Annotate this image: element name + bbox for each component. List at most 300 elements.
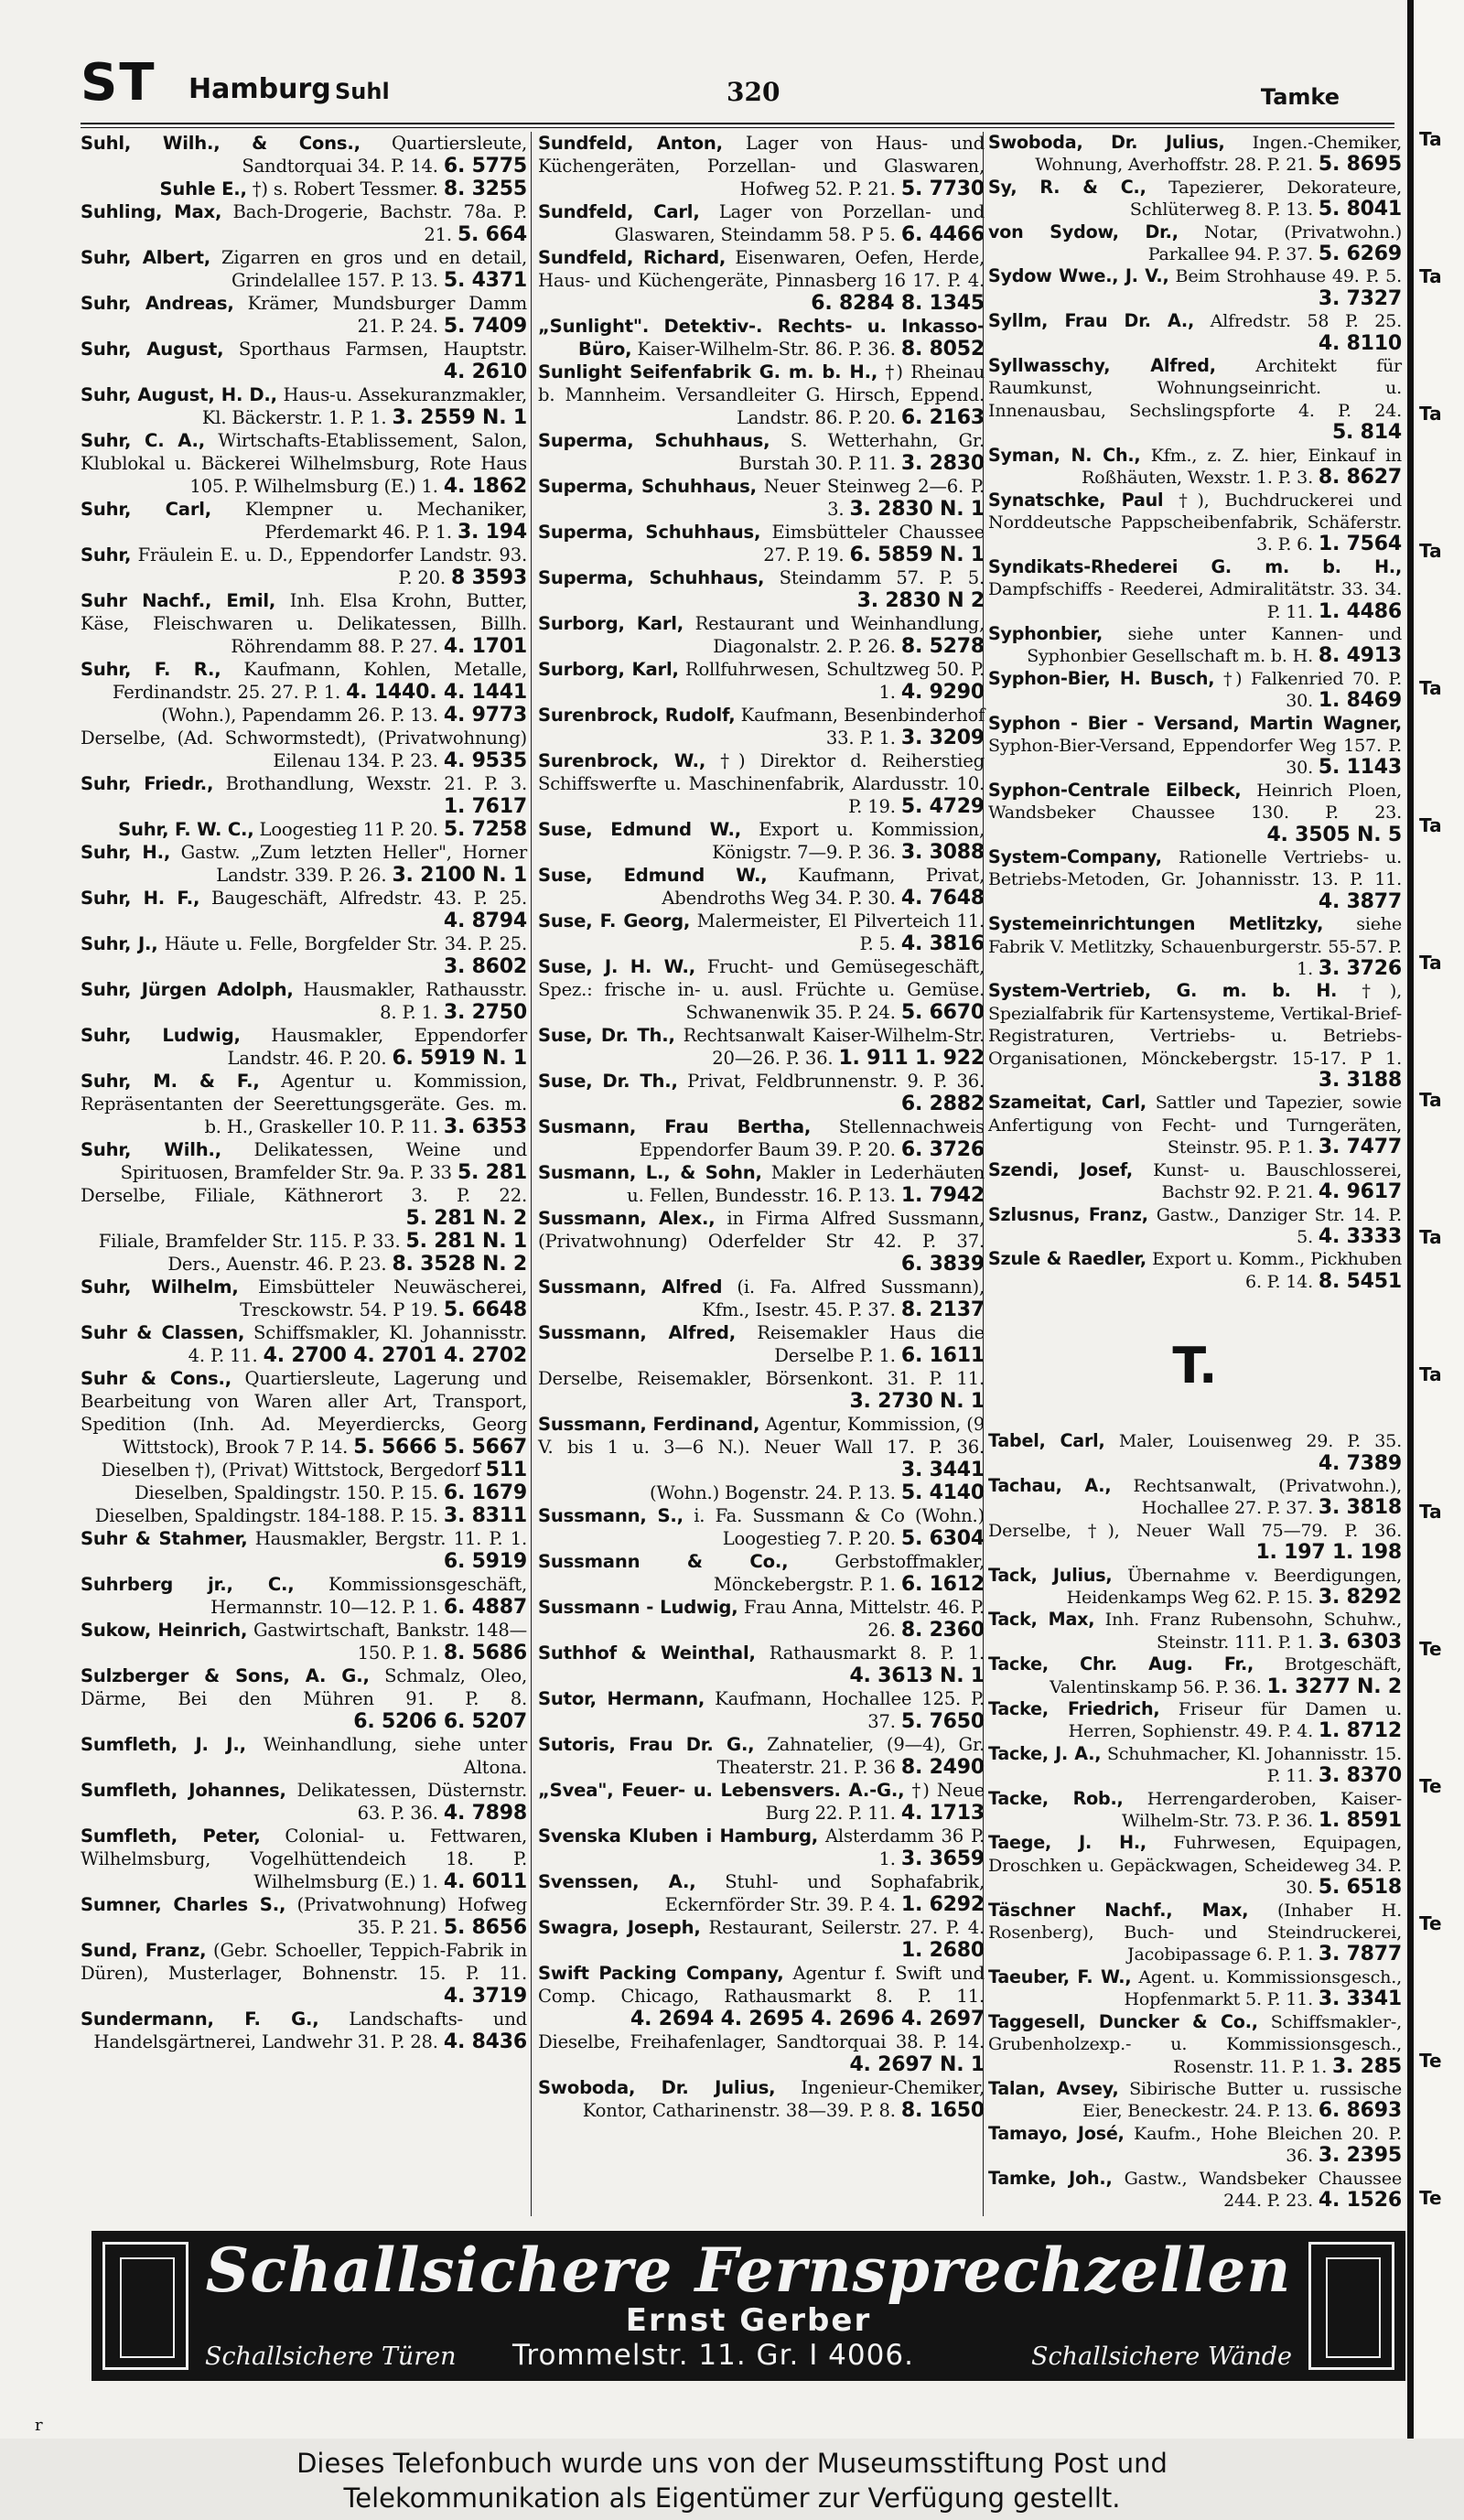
entry-name: Sumfleth, Johannes, — [81, 1780, 286, 1801]
phone-number: 6. 2882 — [900, 1093, 985, 1115]
phone-number: 4. 8794 — [443, 910, 527, 932]
phone-number: 4. 2700 4. 2701 4. 2702 — [263, 1344, 527, 1367]
directory-entry — [81, 429, 527, 498]
entry-name: Tacke, Rob., — [988, 1787, 1124, 1809]
entry-name: Sunlight Seifenfabrik G. m. b. H., — [538, 361, 878, 382]
entry-name: Sutor, Hermann, — [538, 1688, 705, 1709]
entry-name: Szameitat, Carl, — [988, 1092, 1146, 1114]
entry-name: Sumfleth, Peter, — [81, 1825, 261, 1847]
phone-number: 1. 8469 — [1318, 689, 1402, 713]
adjacent-page-fragment: Te — [1419, 1912, 1442, 1934]
entry-details: Syphon-Bier-Versand, Eppendorfer Weg 157. P. 30. — [988, 734, 1402, 779]
directory-column-3 — [988, 132, 1402, 2212]
phone-number: 8. 5686 — [443, 1642, 527, 1664]
directory-entry — [81, 589, 527, 658]
directory-entry — [538, 2076, 985, 2122]
phone-number: 3. 3341 — [1318, 1987, 1402, 2011]
phone-number: 4. 3505 N. 5 — [1266, 823, 1402, 846]
entry-details: Herrengarderoben, Kaiser-Wilhelm-Str. 73. P. 36. — [1121, 1787, 1402, 1832]
directory-entry — [988, 1430, 1402, 1475]
entry-name: Talan, Avsey, — [988, 2077, 1119, 2099]
entry-details: Gerbstoffmakler, Mönckebergstr. P. 1. — [713, 1551, 985, 1595]
directory-entry — [538, 1024, 985, 1070]
entry-details: Kfm., z. Z. hier, Einkauf in Roßhäuten, Wexstr. 1. P. 3. — [1081, 444, 1402, 489]
adjacent-page-fragment: Ta — [1419, 540, 1442, 562]
phone-number: 1. 197 1. 198 — [1255, 1541, 1402, 1565]
directory-entry — [538, 1070, 985, 1115]
adjacent-page-fragment: Ta — [1419, 1501, 1442, 1523]
directory-entry — [988, 1159, 1402, 1204]
directory-entry — [538, 704, 985, 749]
phone-number: 5. 8041 — [1318, 198, 1402, 221]
entry-details: Kaufmann, Besenbinderhof 33. P. 1. — [740, 705, 985, 748]
directory-entry — [81, 1459, 527, 1481]
entry-details: Ingen.-Chemiker, Wohnung, Averhoffstr. 28. P. 21. — [1035, 132, 1402, 176]
entry-details: Kunst- u. Bauschlosserei, Bachstr 92. P. 21. — [1153, 1158, 1402, 1203]
entry-name: Suhr, J., — [81, 933, 158, 954]
entry-details: Export u. Komm., Pickhuben 6. P. 14. — [1152, 1248, 1402, 1292]
directory-entry — [81, 1276, 527, 1321]
entry-name: „Sunlight". Detektiv-. Rechts- u. Inkasso-Büro, — [538, 316, 985, 360]
entry-details: (i. Fa. Alfred Sussmann), Kfm., Isestr. 45. P. 37. — [702, 1276, 985, 1320]
header-divider — [81, 123, 1394, 128]
entry-details: Schiffsmakler, Kl. Johannisstr. 4. P. 11. — [188, 1322, 527, 1366]
entry-name: Swagra, Joseph, — [538, 1917, 701, 1938]
entry-name: Sy, R. & C., — [988, 176, 1146, 198]
entry-details: Export u. Kommission, Königstr. 7—9. P. 36. — [712, 819, 985, 863]
directory-entry — [988, 132, 1402, 177]
adjacent-page-fragment: Ta — [1419, 814, 1442, 836]
directory-entry — [81, 2008, 527, 2053]
directory-entry — [81, 887, 527, 932]
entry-details: Heinrich Ploen, Wandsbeker Chaussee 130. P. 23. — [988, 779, 1402, 824]
phone-number: 4. 9535 — [443, 749, 527, 772]
entry-name: Surborg, Karl, — [538, 613, 684, 634]
phone-number: 5. 281 — [457, 1161, 527, 1184]
directory-entry — [988, 913, 1402, 980]
phone-number: 4. 2694 4. 2695 4. 2696 4. 2697 — [630, 2008, 985, 2030]
phone-number: 4. 1440. 4. 1441 — [346, 681, 527, 704]
entry-details: Rechtsanwalt Kaiser-Wilhelm-Str. 20—26. P. 36. — [683, 1025, 985, 1069]
phone-number: 5. 6518 — [1318, 1876, 1402, 1900]
adjacent-page-fragment: Te — [1419, 1775, 1442, 1797]
entry-details: Eimsbütteler Chaussee 27. P. 19. — [763, 522, 985, 565]
entry-details: Gastw., Danziger Str. 14. P. 5. — [1156, 1203, 1403, 1247]
phone-number: 6. 8284 8. 1345 — [811, 292, 985, 315]
phone-number: 1. 911 1. 922 — [838, 1047, 985, 1070]
phone-number: 5. 8695 — [1318, 153, 1402, 177]
directory-entry — [81, 1481, 527, 1504]
door-icon — [1308, 2242, 1394, 2370]
directory-entry — [538, 1207, 985, 1276]
footer-line: Telekommunikation als Eigentümer zur Verfügung gestellt. — [343, 2482, 1121, 2514]
directory-entry — [538, 1825, 985, 1870]
directory-entry — [988, 2123, 1402, 2168]
directory-entry — [538, 1779, 985, 1825]
ad-title: Schallsichere Fernsprechzellen — [205, 2235, 1292, 2306]
entry-name: Taeuber, F. W., — [988, 1965, 1132, 1987]
entry-name: Suhr & Stahmer, — [81, 1528, 248, 1549]
entry-details: Delikatessen, Weine und Spirituosen, Bramfelder Str. 9a. P. 33 — [120, 1139, 527, 1183]
entry-details: (Gebr. Schoeller, Teppich-Fabrik in Düren), Musterlager, Bohnenstr. 15. P. 11. — [81, 1940, 527, 1984]
phone-number: 5. 6304 — [900, 1527, 985, 1550]
entry-name: Surenbrock, W., — [538, 750, 706, 771]
phone-number: 3. 6303 — [1318, 1630, 1402, 1653]
adjacent-page-fragment: Te — [1419, 1638, 1442, 1660]
entry-name: Svenssen, A., — [538, 1871, 696, 1892]
entry-name: Suhr, C. A., — [81, 430, 206, 451]
entry-name: Syllwasschy, Alfred, — [988, 355, 1216, 377]
phone-number: 3. 7877 — [1318, 1943, 1402, 1966]
entry-name: Sussmann, Alfred, — [538, 1322, 736, 1343]
entry-details: Lager von Porzellan- und Glaswaren, Steindamm 58. P 5. — [614, 201, 985, 245]
entry-name: Suse, Edmund W., — [538, 819, 741, 840]
entry-name: Suhle E., — [159, 178, 247, 199]
entry-details: Inh. Franz Rubensohn, Schuhw., Steinstr. 111. P. 1. — [1104, 1609, 1402, 1653]
entry-name: System-Company, — [988, 846, 1162, 867]
phone-number: 6. 4887 — [443, 1596, 527, 1619]
phone-number: 3. 8370 — [1318, 1764, 1402, 1788]
entry-details: Kaufmann, Kohlen, Metalle, Ferdinandstr. 25. 27. P. 1. — [112, 659, 527, 703]
phone-number: 3. 194 — [457, 521, 527, 544]
directory-entry — [988, 310, 1402, 355]
entry-details: Inh. Elsa Krohn, Butter, Käse, Fleischwaren u. Delikatessen, Billh. Röhrendamm 88. P. 27. — [81, 590, 527, 657]
entry-details: Hausmakler, Eppendorfer Landstr. 46. P. 20. — [227, 1025, 527, 1069]
entry-details: Hausmakler, Bergstr. 11. P. 1. — [254, 1528, 528, 1549]
phone-number: 1. 8591 — [1318, 1809, 1402, 1833]
entry-details: Kaufm., Hohe Bleichen 20. P. 36. — [1134, 2122, 1402, 2167]
phone-number: 8. 5451 — [1318, 1269, 1402, 1293]
entry-details: Zahnatelier, (9—4), Gr. Theaterstr. 21. P. 36 — [716, 1734, 985, 1778]
directory-entry — [988, 1743, 1402, 1788]
directory-entry — [988, 1092, 1402, 1158]
directory-entry — [988, 1475, 1402, 1520]
phone-number: 4. 3613 N. 1 — [849, 1664, 985, 1687]
entry-details: Baugeschäft, Alfredstr. 43. P. 25. — [211, 888, 527, 909]
directory-entry — [988, 1520, 1402, 1565]
directory-entry — [538, 1550, 985, 1596]
entry-details: Brothandlung, Wexstr. 21. P. 3. — [225, 773, 527, 794]
entry-name: Tacke, Friedrich, — [988, 1698, 1160, 1719]
entry-details: Agentur, Kommission, (9 V. bis 1 u. 3—6 N.). Neuer Wall 17. P. 36. — [538, 1414, 985, 1458]
entry-name: Syman, N. Ch., — [988, 444, 1141, 466]
entry-name: Szendi, Josef, — [988, 1158, 1133, 1180]
phone-number: 1. 6292 — [900, 1893, 985, 1916]
header-letters: ST — [81, 53, 156, 113]
directory-entry — [988, 355, 1402, 445]
entry-details: Reisemakler Haus die Derselbe P. 1. — [757, 1322, 985, 1366]
entry-name: Suhr, August, — [81, 339, 224, 360]
phone-number: 1. 3277 N. 2 — [1266, 1675, 1402, 1698]
phone-number: 4. 6011 — [443, 1870, 527, 1893]
phone-number: 5. 7258 — [443, 818, 527, 841]
entry-details: Fuhrwesen, Equipagen, Droschken u. Gepäckwagen, Scheideweg 34. P. 30. — [988, 1832, 1403, 1899]
entry-details: Weinhandlung, siehe unter Altona. — [263, 1734, 527, 1778]
entry-details: Maler, Louisenweg 29. P. 35. — [1118, 1430, 1402, 1452]
entry-details: (Inhaber H. Rosenberg), Buch- und Steindruckerei, Jacobipassage 6. P. 1. — [988, 1899, 1402, 1965]
directory-entry — [81, 932, 527, 978]
phone-number: 4. 1713 — [900, 1802, 985, 1825]
phone-number: 8. 2360 — [900, 1619, 985, 1642]
directory-entry — [988, 1248, 1402, 1293]
directory-entry — [538, 1962, 985, 2030]
entry-name: Suhr, Wilhelm, — [81, 1276, 239, 1298]
entry-name: Sundfeld, Carl, — [538, 201, 700, 222]
entry-details: †) Direktor d. Reiherstieg Schiffswerfte u. Maschinenfabrik, Alardusstr. 10. P. 19. — [538, 750, 985, 817]
entry-details: Gastw., Wandsbeker Chaussee 244. P. 23. — [1124, 2167, 1402, 2211]
entry-details: Stuhl- und Sophafabrik, Eckernförder Str. 39. P. 4. — [664, 1871, 985, 1915]
phone-number: 4. 7648 — [900, 887, 985, 910]
entry-details: Gastwirtschaft, Bankstr. 148—150. P. 1. — [253, 1620, 527, 1664]
entry-name: Syphon-Bier, H. Busch, — [988, 667, 1215, 689]
directory-entry — [81, 1939, 527, 2008]
directory-entry — [988, 1788, 1402, 1833]
adjacent-page-fragment: Ta — [1419, 1226, 1442, 1248]
phone-number: 3. 3818 — [1318, 1496, 1402, 1520]
entry-name: Suhr, Albert, — [81, 247, 211, 268]
phone-number: 4. 9773 — [443, 704, 527, 727]
directory-entry — [538, 1321, 985, 1367]
entry-name: Sulzberger & Sons, A. G., — [81, 1665, 370, 1686]
entry-name: Suhr, F. W. C., — [118, 819, 254, 840]
phone-number: 6. 5206 6. 5207 — [353, 1710, 527, 1733]
directory-entry — [988, 980, 1402, 1092]
entry-details: in Firma Alfred Sussmann, (Privatwohnung) Oderfelder Str 42. P. 37. — [538, 1208, 985, 1252]
directory-entry — [81, 1733, 527, 1779]
directory-entry — [538, 658, 985, 704]
entry-name: Sussmann, Ferdinand, — [538, 1414, 760, 1435]
entry-details: Brotgeschäft, Valentinskamp 56. P. 36. — [1050, 1653, 1402, 1697]
header-range-start: Suhl — [335, 79, 390, 104]
directory-entry — [81, 1825, 527, 1893]
directory-entry — [81, 772, 527, 818]
phone-number: 5. 664 — [457, 223, 527, 246]
phone-number: 4. 3719 — [443, 1985, 527, 2008]
page-header — [81, 53, 1389, 121]
phone-number: 5. 281 N. 1 — [405, 1230, 527, 1253]
entry-details: S. Wetterhahn, Gr. Burstah 30. P. 11. — [738, 430, 985, 474]
adjacent-page-fragment: Ta — [1419, 1363, 1442, 1385]
entry-details: Dieselben †), (Privat) Wittstock, Bergedorf — [101, 1459, 480, 1481]
phone-number: 4. 9290 — [900, 681, 985, 704]
directory-entry — [988, 846, 1402, 913]
entry-details: Ders., Auenstr. 46. P. 23. — [167, 1254, 387, 1275]
entry-name: Suse, Edmund W., — [538, 865, 768, 886]
directory-entry — [81, 841, 527, 887]
directory-entry — [81, 1367, 527, 1459]
phone-number: 1. 7617 — [443, 795, 527, 818]
entry-name: Suhr, F. R., — [81, 659, 221, 680]
entry-name: Syphon - Bier - Versand, Martin Wagner, — [988, 712, 1402, 734]
advertisement-banner — [92, 2231, 1405, 2381]
phone-number: 8. 2137 — [900, 1298, 985, 1321]
entry-details: Malermeister, El Pilverteich 11. P. 5. — [696, 910, 985, 954]
footer-line: Dieses Telefonbuch wurde uns von der Museumsstiftung Post und — [296, 2448, 1168, 2479]
entry-details: Derselbe, (Ad. Schwormstedt), (Privatwohnung) Eilenau 134. P. 23. — [81, 727, 527, 771]
phone-number: 8 3593 — [451, 566, 527, 589]
directory-entry — [538, 910, 985, 955]
entry-details: Fräulein E. u. D., Eppendorfer Landstr. 93. P. 20. — [137, 544, 527, 588]
directory-entry — [988, 1832, 1402, 1899]
phone-number: 3. 8292 — [1318, 1585, 1402, 1609]
adjacent-page-fragment: Ta — [1419, 677, 1442, 699]
phone-number: 3. 2830 N 2 — [856, 589, 985, 612]
entry-details: Haus-u. Assekuranzmakler, Kl. Bäckerstr. 1. P. 1. — [201, 384, 527, 428]
entry-name: Syndikats-Rhederei G. m. b. H., — [988, 555, 1402, 577]
entry-details: Schiffsmakler-, Grubenholzexp.- u. Kommissionsgesch., Rosenstr. 11. P. 1. — [988, 2010, 1402, 2077]
entry-details: Rathausmarkt 8. P. 1. — [769, 1642, 985, 1664]
directory-entry — [81, 1504, 527, 1527]
entry-details: Friseur für Damen u. Herren, Sophienstr. 49. P. 4. — [1068, 1698, 1403, 1742]
directory-entry — [81, 178, 527, 200]
directory-entry — [538, 2030, 985, 2076]
phone-number: 1. 4486 — [1318, 599, 1402, 623]
entry-name: Swoboda, Dr. Julius, — [538, 2077, 776, 2098]
entry-details: Derselbe, Filiale, Käthnerort 3. P. 22. — [81, 1185, 527, 1206]
entry-name: Sydow Wwe., J. V., — [988, 265, 1169, 287]
entry-name: Suhr, — [81, 544, 132, 565]
phone-number: 8. 5278 — [900, 635, 985, 658]
entry-details: siehe unter Kannen- und Syphonbier Gesellschaft m. b. H. — [1027, 622, 1403, 667]
entry-details: Loogestieg 11 P. 20. — [259, 819, 438, 840]
entry-details: Architekt für Raumkunst, Wohnungseinricht. u. Innenausbau, Sechslingspforte 4. P. 24. — [988, 355, 1402, 421]
phone-number: 4. 9617 — [1318, 1180, 1402, 1204]
entry-name: Szlusnus, Franz, — [988, 1203, 1148, 1225]
directory-entry — [538, 1733, 985, 1779]
entry-name: Tachau, A., — [988, 1474, 1112, 1496]
directory-entry — [538, 1642, 985, 1687]
entry-name: Syphonbier, — [988, 622, 1103, 644]
directory-entry — [538, 200, 985, 246]
adjacent-page-fragment: Ta — [1419, 265, 1442, 287]
entry-name: Sundfeld, Anton, — [538, 133, 723, 154]
phone-number: 4. 3816 — [900, 932, 985, 955]
entry-details: Rollfuhrwesen, Schultzweg 50. P. 1. — [684, 659, 985, 703]
entry-name: Suhr, Friedr., — [81, 773, 214, 794]
entry-name: Taege, J. H., — [988, 1832, 1146, 1854]
directory-entry — [81, 498, 527, 544]
phone-number: 8. 2490 — [900, 1756, 985, 1779]
adjacent-page-strip — [1414, 0, 1464, 2439]
section-letter-heading: T. — [1172, 1337, 1218, 1395]
entry-details: Restaurant, Seilerstr. 27. P. 4. — [708, 1917, 985, 1938]
entry-details: siehe Fabrik V. Metlitzky, Schauenburgerstr. 55-57. P. 1. — [988, 913, 1402, 980]
phone-number: 5. 7730 — [900, 178, 985, 200]
entry-name: Täschner Nachf., Max, — [988, 1899, 1249, 1921]
phone-number: 4. 2697 N. 1 — [849, 2053, 985, 2076]
phone-number: 8. 4913 — [1318, 644, 1402, 668]
door-icon — [102, 2242, 188, 2370]
directory-entry — [81, 1527, 527, 1573]
phone-number: 1. 2680 — [900, 1939, 985, 1962]
phone-number: 1. 7564 — [1318, 533, 1402, 556]
phone-number: 3. 8311 — [443, 1504, 527, 1527]
footer-note — [0, 2439, 1464, 2520]
entry-name: Suhr, H. F., — [81, 888, 200, 909]
entry-name: Surborg, Karl, — [538, 659, 679, 680]
entry-name: Sussmann, S., — [538, 1505, 684, 1526]
entry-name: Superma, Schuhhaus, — [538, 430, 770, 451]
entry-name: Suhr, Jürgen Adolph, — [81, 979, 294, 1000]
entry-details: Beim Strohhause 49. P. 5. — [1175, 265, 1402, 287]
entry-details: (Privatwohnung) Hofweg 35. P. 21. — [296, 1894, 527, 1938]
entry-details: Agent. u. Kommissionsgesch., Hopfenmarkt 5. P. 11. — [1124, 1965, 1403, 2010]
header-range-end: Tamke — [1260, 84, 1340, 110]
entry-name: Svenska Kluben i Hamburg, — [538, 1825, 819, 1847]
directory-entry — [538, 429, 985, 475]
entry-name: Suse, F. Georg, — [538, 910, 691, 932]
phone-number: 4. 1701 — [443, 635, 527, 658]
entry-details: Derselbe, Reisemakler, Börsenkont. 31. P. 11. — [538, 1368, 985, 1389]
phone-number: 3. 3088 — [900, 841, 985, 864]
phone-number: 5. 7409 — [443, 315, 527, 338]
directory-entry — [538, 612, 985, 658]
phone-number: 8. 3528 N. 2 — [392, 1253, 527, 1276]
entry-details: i. Fa. Sussmann & Co (Wohn.) Loogestieg 7. P. 20. — [694, 1505, 985, 1549]
entry-name: Suhr, Wilh., — [81, 1139, 221, 1160]
entry-name: Susmann, Frau Bertha, — [538, 1116, 812, 1137]
phone-number: 6. 1612 — [900, 1573, 985, 1596]
directory-column-1 — [81, 132, 527, 2053]
directory-entry — [988, 1204, 1402, 1249]
adjacent-page-fragment: Te — [1419, 2050, 1442, 2072]
directory-entry — [81, 383, 527, 429]
directory-entry — [988, 445, 1402, 490]
entry-details: Zigarren en gros und en detail, Grindelallee 157. P. 13. — [221, 247, 528, 291]
adjacent-page-fragment: Ta — [1419, 952, 1442, 974]
entry-name: Systemeinrichtungen Metlitzky, — [988, 913, 1324, 935]
phone-number: 3. 3726 — [1318, 957, 1402, 981]
entry-name: Tamke, Joh., — [988, 2167, 1113, 2189]
entry-name: Sumfleth, J. J., — [81, 1734, 246, 1755]
phone-number: 3. 7327 — [1318, 286, 1402, 310]
entry-name: Sumner, Charles S., — [81, 1894, 286, 1915]
phone-number: 5. 7650 — [900, 1710, 985, 1733]
adjacent-page-fragment: Ta — [1419, 403, 1442, 425]
phone-number: 6. 3726 — [900, 1138, 985, 1161]
phone-number: 6. 1679 — [443, 1481, 527, 1504]
entry-name: Suhr, August, H. D., — [81, 384, 277, 405]
directory-entry — [988, 1565, 1402, 1610]
phone-number: 4. 3333 — [1318, 1224, 1402, 1248]
phone-number: 6. 3839 — [900, 1253, 985, 1276]
directory-entry — [538, 1916, 985, 1962]
directory-entry — [988, 2078, 1402, 2123]
entry-details: Neuer Steinweg 2—6. P. 3. — [763, 476, 985, 520]
entry-details: †) Rheinau b. Mannheim. Versandleiter G. Hirsch, Eppend. Landstr. 86. P. 20. — [538, 361, 985, 428]
phone-number: 4. 7389 — [1318, 1451, 1402, 1475]
entry-details: (Wohn.) Bogenstr. 24. P. 13. — [650, 1482, 896, 1503]
entry-details: Frau Anna, Mittelstr. 46. P. 26. — [743, 1597, 985, 1641]
directory-column-2 — [538, 132, 985, 2122]
entry-name: Suse, J. H. W., — [538, 956, 695, 977]
entry-details: Quartiersleute, Lagerung und Bearbeitung von Waren aller Art, Transport, Spedition (Inh. Ad. Meyerdiercks, Georg Wittstock), Brook 7 P. 14. — [81, 1368, 528, 1458]
directory-entry — [988, 177, 1402, 221]
directory-entry — [538, 1367, 985, 1413]
directory-entry — [81, 818, 527, 841]
entry-details: Sporthaus Farmsen, Hauptstr. — [238, 339, 527, 360]
phone-number: 5. 6648 — [443, 1298, 527, 1321]
entry-name: Sussmann - Ludwig, — [538, 1597, 738, 1618]
phone-number: 6. 1611 — [900, 1344, 985, 1367]
entry-name: Suhling, Max, — [81, 201, 222, 222]
phone-number: 4. 1526 — [1318, 2188, 1402, 2212]
entry-details: Quartiersleute, Sandtorquai 34. P. 14. — [242, 133, 528, 177]
phone-number: 3. 285 — [1331, 2054, 1402, 2078]
phone-number: 5. 6269 — [1318, 242, 1402, 266]
phone-number: 8. 3255 — [443, 178, 527, 200]
directory-entry — [988, 668, 1402, 713]
